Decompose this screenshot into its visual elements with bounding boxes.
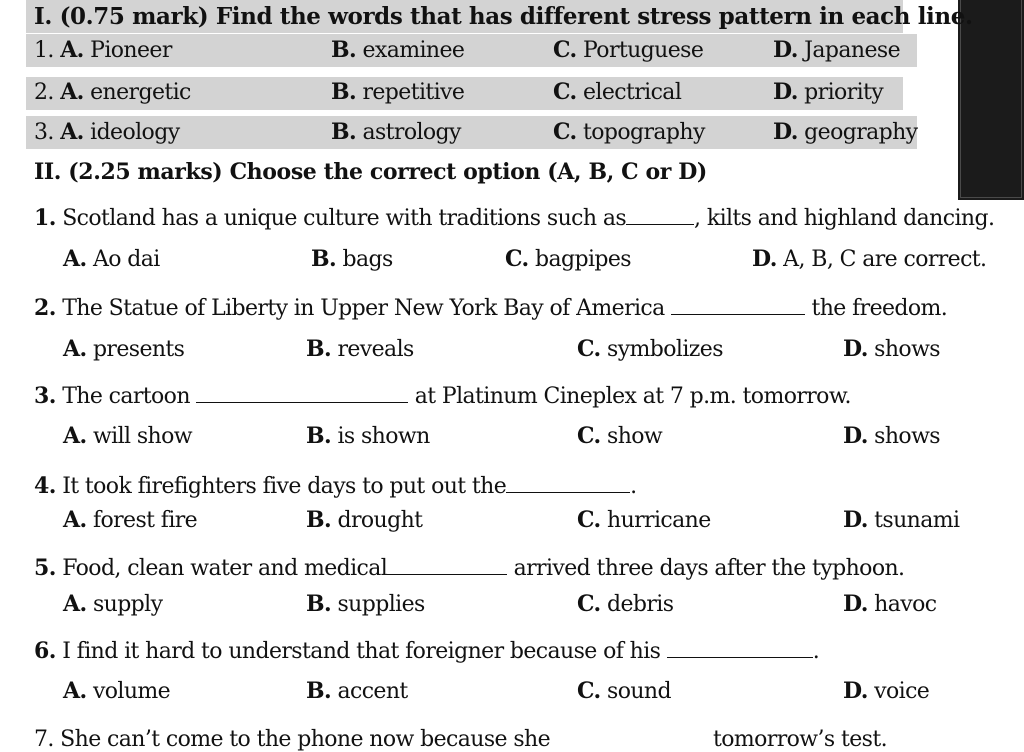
q1-option-d: D. A, B, C are correct. (752, 246, 987, 272)
question-4-stem: 4. It took firefighters five days to put out the . (34, 473, 637, 499)
q3-option-b: B. is shown (306, 423, 430, 449)
option-c: C. topography (553, 119, 705, 145)
option-b: B. astrology (331, 119, 461, 145)
question-5-stem: 5. Food, clean water and medical arrived three days after the typhoon. (34, 555, 905, 581)
question-1-stem: 1. Scotland has a unique culture with traditions such as , kilts and highland dancing. (34, 205, 995, 231)
answer-blank[interactable] (671, 313, 805, 315)
q6-option-a: A. volume (63, 678, 171, 704)
q4-option-b: B. drought (306, 507, 423, 533)
question-7-stem-partial-right: tomorrow’s test. (713, 727, 887, 752)
q6-option-c: C. sound (577, 678, 671, 704)
option-c: C. electrical (553, 79, 682, 105)
section2-heading: II. (2.25 marks) Choose the correct option (A, B, C or D) (34, 159, 707, 185)
q5-option-d: D. havoc (843, 591, 937, 617)
option-d: D. Japanese (773, 37, 901, 63)
answer-blank[interactable] (626, 223, 694, 225)
q2-option-a: A. presents (63, 336, 185, 362)
option-c: C. Portuguese (553, 37, 704, 63)
q1-option-c: C. bagpipes (505, 246, 631, 272)
option-a: 3. A. ideology (34, 119, 180, 145)
option-b: B. examinee (331, 37, 465, 63)
question-7-stem-partial: 7. She can’t come to the phone now because she (34, 727, 551, 752)
question-3-stem: 3. The cartoon at Platinum Cineplex at 7 p.m. tomorrow. (34, 383, 851, 409)
answer-blank[interactable] (196, 401, 408, 403)
q5-option-b: B. supplies (306, 591, 425, 617)
q3-option-a: A. will show (63, 423, 193, 449)
option-d: D. geography (773, 119, 918, 145)
q6-option-d: D. voice (843, 678, 930, 704)
q4-option-d: D. tsunami (843, 507, 960, 533)
q6-option-b: B. accent (306, 678, 408, 704)
option-b: B. repetitive (331, 79, 465, 105)
answer-blank[interactable] (387, 573, 507, 575)
q2-option-d: D. shows (843, 336, 940, 362)
q5-option-a: A. supply (63, 591, 163, 617)
q2-option-c: C. symbolizes (577, 336, 723, 362)
section1-heading: I. (0.75 mark) Find the words that has different stress pattern in each line. (34, 3, 973, 30)
q3-option-d: D. shows (843, 423, 940, 449)
answer-blank[interactable] (506, 491, 630, 493)
q2-option-b: B. reveals (306, 336, 414, 362)
q4-option-a: A. forest fire (63, 507, 198, 533)
option-a: 1. A. Pioneer (34, 37, 172, 63)
option-a: 2. A. energetic (34, 79, 191, 105)
question-2-stem: 2. The Statue of Liberty in Upper New York Bay of America the freedom. (34, 295, 948, 321)
question-6-stem: 6. I find it hard to understand that foreigner because of his . (34, 638, 820, 664)
q5-option-c: C. debris (577, 591, 674, 617)
answer-blank[interactable] (667, 656, 813, 658)
q4-option-c: C. hurricane (577, 507, 711, 533)
q1-option-b: B. bags (311, 246, 393, 272)
option-d: D. priority (773, 79, 884, 105)
q1-option-a: A. Ao dai (63, 246, 160, 272)
q3-option-c: C. show (577, 423, 663, 449)
